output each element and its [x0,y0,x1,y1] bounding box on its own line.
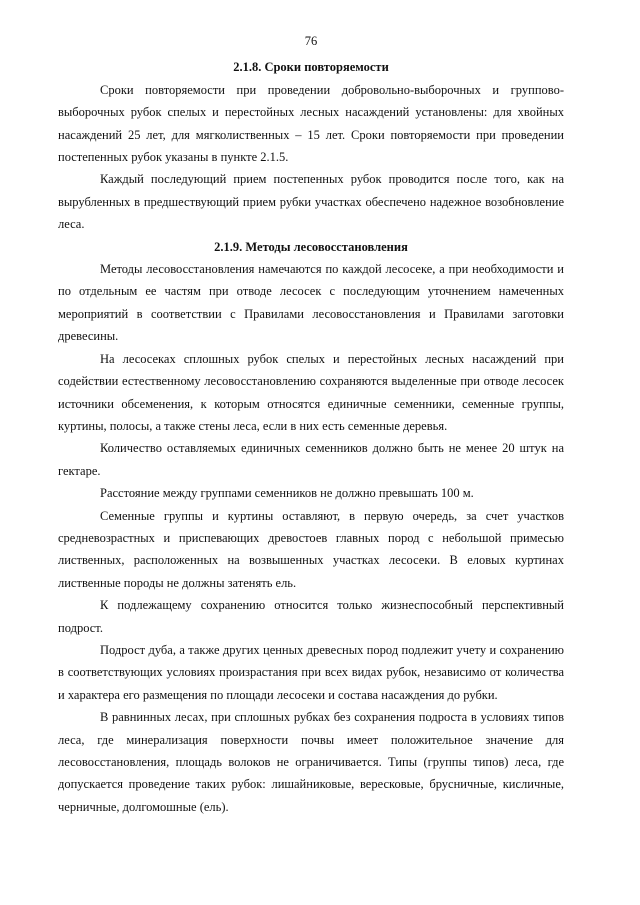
paragraph: Расстояние между группами семенников не должно превышать 100 м. [100,486,474,501]
paragraph: Подрост дуба, а также других ценных древесных пород подлежит учету и сохранению в соответствующих условиях произрастания при всех видах рубок, независимо от количества и характера его размещения по площади лесосеки и состава насаждения до рубки. [58,642,564,702]
document-page [58,30,564,818]
paragraph: Семенные группы и куртины оставляют, в первую очередь, за счет участков средневозрастных и приспевающих древостоев главных пород с небольшой примесью лиственных, расположенных на возвышенных участках лесосеки. В еловых куртинах лиственные породы не должны затенять ель. [58,508,564,590]
section-heading: 2.1.9. Методы лесовосстановления [214,239,408,254]
section-heading: 2.1.8. Сроки повторяемости [233,60,389,75]
paragraph: Сроки повторяемости при проведении добровольно-выборочных и группово-выборочных рубок спелых и перестойных лесных насаждений установлены: для хвойных насаждений 25 лет, для мягколиственных – 15 лет. Сроки повторяемости при проведении постепенных рубок указаны в пункте 2.1.5. [58,82,564,165]
paragraph: К подлежащему сохранению относится только жизнеспособный перспективный подрост. [58,598,564,635]
paragraph: В равнинных лесах, при сплошных рубках без сохранения подроста в условиях типов леса, где минерализация поверхности почвы имеет положительное значение для лесовосстановления, площадь волоков не ограничивается. Типы (группы типов) леса, где допускается проведение таких рубок: лишайниковые, вересковые, брусничные, кисличные, черничные, долгомошные (ель). [58,710,564,814]
paragraph: Количество оставляемых единичных семенников должно быть не менее 20 штук на гектаре. [58,441,564,478]
page-number: 76 [304,34,318,48]
paragraph: Каждый последующий прием постепенных рубок проводится после того, как на вырубленных в предшествующий прием рубки участках обеспечено надежное возобновление леса. [58,172,564,232]
section-reforestation-methods [58,236,564,819]
paragraph: На лесосеках сплошных рубок спелых и перестойных лесных насаждений при содействии естественному лесовосстановлению сохраняются выделенные при отводе лесосек источники обсеменения, к которым относятся единичные семенники, семенные группы, куртины, полосы, а также стены леса, если в них есть семенные деревья. [58,351,564,433]
section-repeat-periods [58,56,564,235]
paragraph: Методы лесовосстановления намечаются по каждой лесосеке, а при необходимости и по отдельным ее частям при отводе лесосек с последующим уточнением намеченных мероприятий в соответствии с Правилами лесовосстановления и Правилами заготовки древесины. [58,262,564,344]
